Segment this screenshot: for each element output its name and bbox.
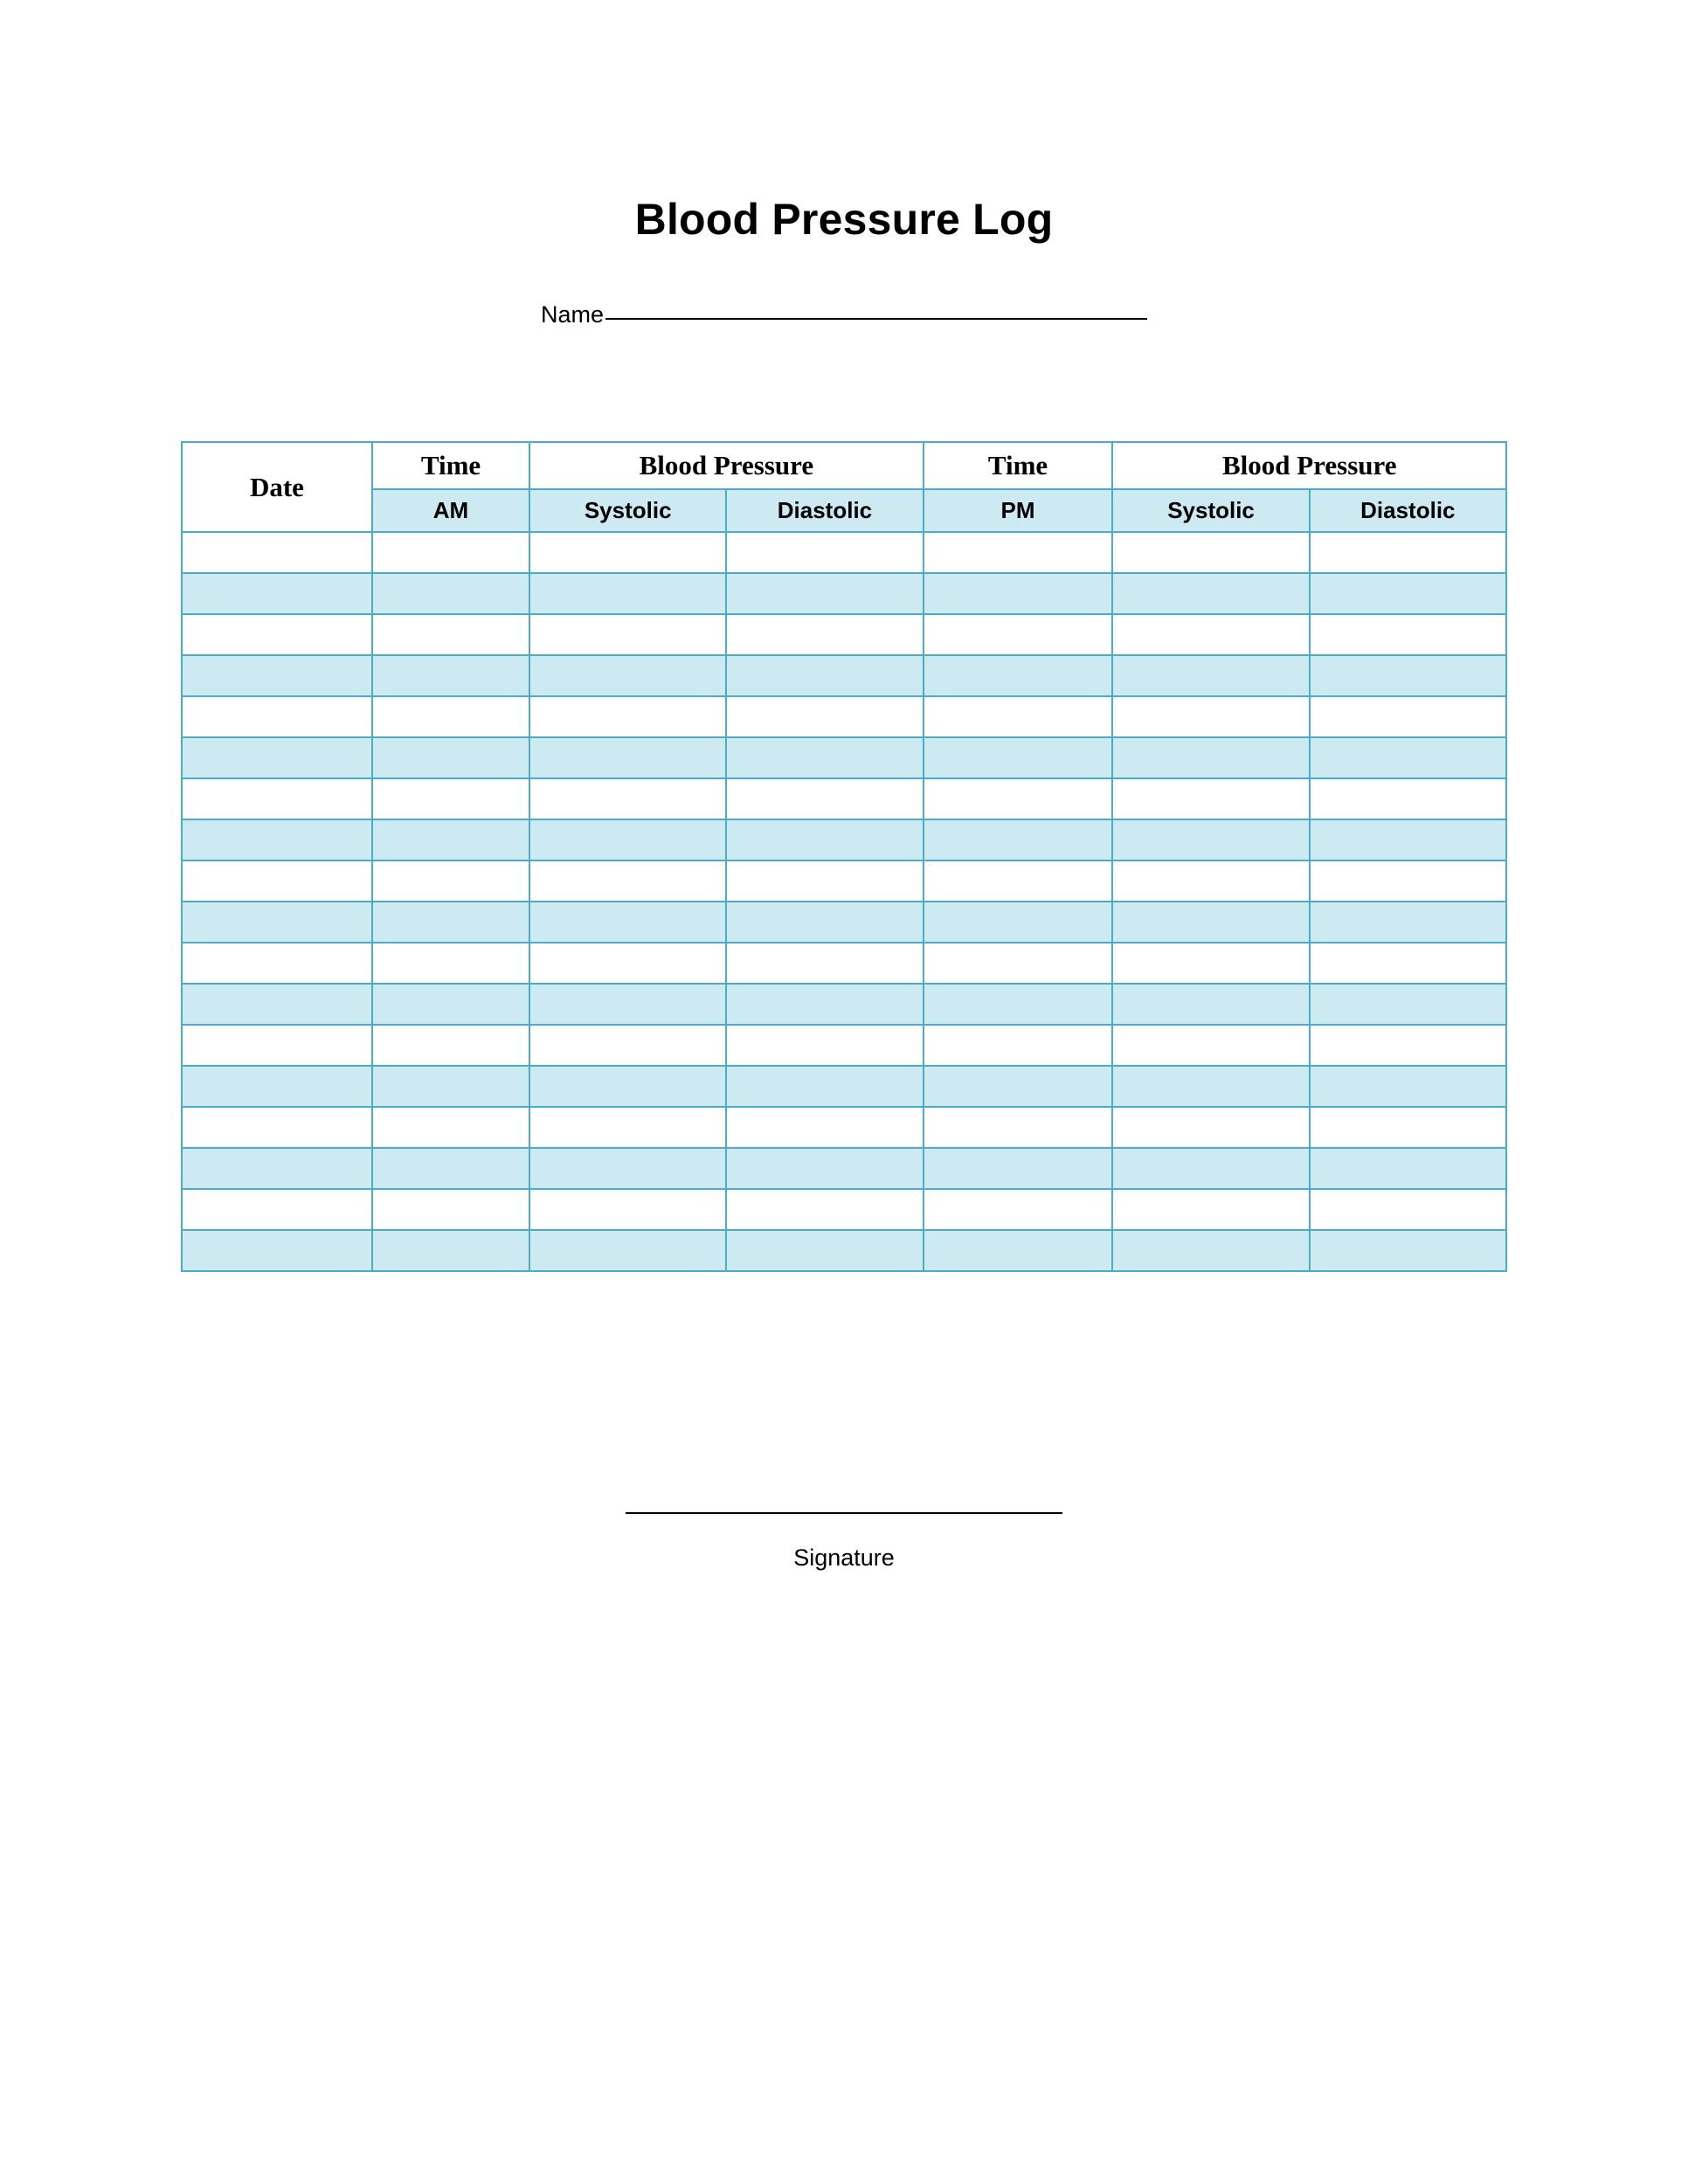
cell-systolic-pm[interactable] xyxy=(1112,1189,1309,1230)
cell-time-pm[interactable] xyxy=(924,778,1113,819)
cell-time-pm[interactable] xyxy=(924,1066,1113,1107)
cell-diastolic-pm[interactable] xyxy=(1310,984,1506,1025)
cell-time-am[interactable] xyxy=(372,943,529,984)
cell-date[interactable] xyxy=(182,655,372,696)
header-blood-pressure-pm: Blood Pressure xyxy=(1112,442,1506,489)
cell-diastolic-am[interactable] xyxy=(726,1025,923,1066)
cell-time-am[interactable] xyxy=(372,1148,529,1189)
cell-systolic-pm[interactable] xyxy=(1112,696,1309,737)
cell-date[interactable] xyxy=(182,532,372,573)
cell-systolic-pm[interactable] xyxy=(1112,1066,1309,1107)
cell-time-am[interactable] xyxy=(372,984,529,1025)
cell-systolic-pm[interactable] xyxy=(1112,902,1309,943)
cell-diastolic-pm[interactable] xyxy=(1310,1230,1506,1271)
cell-date[interactable] xyxy=(182,778,372,819)
cell-systolic-pm[interactable] xyxy=(1112,614,1309,655)
name-input-line[interactable] xyxy=(605,318,1147,320)
table-row xyxy=(182,819,1506,860)
cell-diastolic-am[interactable] xyxy=(726,614,923,655)
blood-pressure-table xyxy=(181,441,1507,1272)
table-row xyxy=(182,984,1506,1025)
cell-systolic-am[interactable] xyxy=(529,532,726,573)
cell-diastolic-pm[interactable] xyxy=(1310,1025,1506,1066)
cell-time-am[interactable] xyxy=(372,696,529,737)
cell-diastolic-pm[interactable] xyxy=(1310,737,1506,778)
cell-systolic-am[interactable] xyxy=(529,860,726,902)
cell-diastolic-pm[interactable] xyxy=(1310,1148,1506,1189)
cell-systolic-pm[interactable] xyxy=(1112,532,1309,573)
table-row xyxy=(182,860,1506,902)
cell-diastolic-am[interactable] xyxy=(726,860,923,902)
cell-systolic-pm[interactable] xyxy=(1112,860,1309,902)
cell-time-am[interactable] xyxy=(372,819,529,860)
cell-systolic-pm[interactable] xyxy=(1112,778,1309,819)
cell-date[interactable] xyxy=(182,614,372,655)
cell-time-pm[interactable] xyxy=(924,819,1113,860)
table-row xyxy=(182,614,1506,655)
cell-time-am[interactable] xyxy=(372,778,529,819)
cell-time-pm[interactable] xyxy=(924,1230,1113,1271)
header-am: AM xyxy=(372,489,529,532)
cell-diastolic-am[interactable] xyxy=(726,1230,923,1271)
cell-date[interactable] xyxy=(182,696,372,737)
cell-diastolic-pm[interactable] xyxy=(1310,1066,1506,1107)
signature-line-row xyxy=(0,1503,1688,1518)
cell-systolic-am[interactable] xyxy=(529,696,726,737)
cell-time-pm[interactable] xyxy=(924,614,1113,655)
table-row xyxy=(182,778,1506,819)
cell-time-pm[interactable] xyxy=(924,1107,1113,1148)
header-blood-pressure-am: Blood Pressure xyxy=(529,442,923,489)
name-label: Name xyxy=(540,301,605,328)
cell-diastolic-pm[interactable] xyxy=(1310,902,1506,943)
header-time-pm: Time xyxy=(924,442,1113,489)
cell-diastolic-am[interactable] xyxy=(726,532,923,573)
cell-diastolic-pm[interactable] xyxy=(1310,532,1506,573)
cell-diastolic-am[interactable] xyxy=(726,737,923,778)
cell-date[interactable] xyxy=(182,860,372,902)
cell-systolic-am[interactable] xyxy=(529,943,726,984)
cell-date[interactable] xyxy=(182,1230,372,1271)
cell-date[interactable] xyxy=(182,943,372,984)
cell-systolic-am[interactable] xyxy=(529,1230,726,1271)
cell-time-am[interactable] xyxy=(372,737,529,778)
cell-time-pm[interactable] xyxy=(924,532,1113,573)
cell-systolic-pm[interactable] xyxy=(1112,655,1309,696)
cell-systolic-am[interactable] xyxy=(529,819,726,860)
cell-systolic-am[interactable] xyxy=(529,1189,726,1230)
table-row xyxy=(182,1107,1506,1148)
cell-date[interactable] xyxy=(182,1025,372,1066)
cell-time-pm[interactable] xyxy=(924,655,1113,696)
cell-systolic-am[interactable] xyxy=(529,737,726,778)
signature-input-line[interactable] xyxy=(626,1511,1062,1514)
cell-systolic-pm[interactable] xyxy=(1112,1230,1309,1271)
cell-diastolic-am[interactable] xyxy=(726,902,923,943)
cell-time-am[interactable] xyxy=(372,614,529,655)
table-body xyxy=(182,532,1506,1271)
header-pm: PM xyxy=(924,489,1113,532)
cell-time-pm[interactable] xyxy=(924,860,1113,902)
cell-systolic-am[interactable] xyxy=(529,778,726,819)
cell-time-pm[interactable] xyxy=(924,1148,1113,1189)
table-row xyxy=(182,1025,1506,1066)
cell-diastolic-pm[interactable] xyxy=(1310,614,1506,655)
cell-diastolic-pm[interactable] xyxy=(1310,573,1506,614)
table-row xyxy=(182,655,1506,696)
cell-time-am[interactable] xyxy=(372,573,529,614)
header-systolic-am: Systolic xyxy=(529,489,726,532)
cell-date[interactable] xyxy=(182,1189,372,1230)
cell-systolic-am[interactable] xyxy=(529,655,726,696)
cell-date[interactable] xyxy=(182,819,372,860)
cell-systolic-am[interactable] xyxy=(529,1107,726,1148)
cell-diastolic-am[interactable] xyxy=(726,573,923,614)
cell-systolic-am[interactable] xyxy=(529,1148,726,1189)
table-row xyxy=(182,1230,1506,1271)
table-header-sub xyxy=(182,489,1506,532)
cell-systolic-pm[interactable] xyxy=(1112,1107,1309,1148)
table-row xyxy=(182,696,1506,737)
cell-systolic-am[interactable] xyxy=(529,1025,726,1066)
cell-systolic-am[interactable] xyxy=(529,614,726,655)
cell-date[interactable] xyxy=(182,737,372,778)
cell-time-pm[interactable] xyxy=(924,1025,1113,1066)
cell-systolic-pm[interactable] xyxy=(1112,943,1309,984)
cell-diastolic-am[interactable] xyxy=(726,984,923,1025)
table-row xyxy=(182,902,1506,943)
header-systolic-pm: Systolic xyxy=(1112,489,1309,532)
cell-diastolic-pm[interactable] xyxy=(1310,943,1506,984)
cell-systolic-pm[interactable] xyxy=(1112,1148,1309,1189)
cell-diastolic-pm[interactable] xyxy=(1310,778,1506,819)
table-row xyxy=(182,1189,1506,1230)
cell-diastolic-pm[interactable] xyxy=(1310,1189,1506,1230)
cell-time-pm[interactable] xyxy=(924,943,1113,984)
cell-date[interactable] xyxy=(182,1066,372,1107)
table-row xyxy=(182,573,1506,614)
cell-time-am[interactable] xyxy=(372,860,529,902)
signature-block xyxy=(0,1503,1688,1572)
cell-time-am[interactable] xyxy=(372,655,529,696)
cell-date[interactable] xyxy=(182,1148,372,1189)
cell-date[interactable] xyxy=(182,573,372,614)
table-row xyxy=(182,1148,1506,1189)
cell-systolic-pm[interactable] xyxy=(1112,984,1309,1025)
header-date: Date xyxy=(182,442,372,532)
table-header-top xyxy=(182,442,1506,489)
cell-time-pm[interactable] xyxy=(924,902,1113,943)
cell-time-am[interactable] xyxy=(372,902,529,943)
header-diastolic-pm: Diastolic xyxy=(1310,489,1506,532)
cell-diastolic-am[interactable] xyxy=(726,1066,923,1107)
cell-diastolic-am[interactable] xyxy=(726,655,923,696)
cell-time-am[interactable] xyxy=(372,1107,529,1148)
cell-time-pm[interactable] xyxy=(924,984,1113,1025)
cell-systolic-am[interactable] xyxy=(529,1066,726,1107)
table-row xyxy=(182,943,1506,984)
cell-time-pm[interactable] xyxy=(924,737,1113,778)
cell-date[interactable] xyxy=(182,1107,372,1148)
page-title: Blood Pressure Log xyxy=(634,195,1054,244)
cell-diastolic-pm[interactable] xyxy=(1310,819,1506,860)
signature-label: Signature xyxy=(793,1545,895,1571)
cell-time-am[interactable] xyxy=(372,1066,529,1107)
cell-time-pm[interactable] xyxy=(924,1189,1113,1230)
cell-diastolic-am[interactable] xyxy=(726,1189,923,1230)
cell-diastolic-pm[interactable] xyxy=(1310,860,1506,902)
cell-diastolic-am[interactable] xyxy=(726,696,923,737)
cell-diastolic-pm[interactable] xyxy=(1310,655,1506,696)
cell-date[interactable] xyxy=(182,902,372,943)
cell-time-pm[interactable] xyxy=(924,696,1113,737)
cell-systolic-am[interactable] xyxy=(529,984,726,1025)
cell-systolic-pm[interactable] xyxy=(1112,573,1309,614)
cell-date[interactable] xyxy=(182,984,372,1025)
cell-diastolic-am[interactable] xyxy=(726,1107,923,1148)
table-row xyxy=(182,1066,1506,1107)
header-diastolic-am: Diastolic xyxy=(726,489,923,532)
header-time-am: Time xyxy=(372,442,529,489)
cell-time-am[interactable] xyxy=(372,1025,529,1066)
cell-diastolic-am[interactable] xyxy=(726,943,923,984)
table-row xyxy=(182,532,1506,573)
cell-diastolic-am[interactable] xyxy=(726,1148,923,1189)
cell-systolic-am[interactable] xyxy=(529,902,726,943)
name-field-row xyxy=(0,301,1688,328)
blood-pressure-table-container xyxy=(181,441,1507,1272)
cell-systolic-pm[interactable] xyxy=(1112,1025,1309,1066)
cell-diastolic-pm[interactable] xyxy=(1310,1107,1506,1148)
cell-systolic-am[interactable] xyxy=(529,573,726,614)
cell-diastolic-am[interactable] xyxy=(726,819,923,860)
cell-time-am[interactable] xyxy=(372,1189,529,1230)
table-row xyxy=(182,737,1506,778)
cell-time-am[interactable] xyxy=(372,1230,529,1271)
cell-time-pm[interactable] xyxy=(924,573,1113,614)
cell-systolic-pm[interactable] xyxy=(1112,737,1309,778)
cell-diastolic-am[interactable] xyxy=(726,778,923,819)
cell-time-am[interactable] xyxy=(372,532,529,573)
cell-diastolic-pm[interactable] xyxy=(1310,696,1506,737)
cell-systolic-pm[interactable] xyxy=(1112,819,1309,860)
